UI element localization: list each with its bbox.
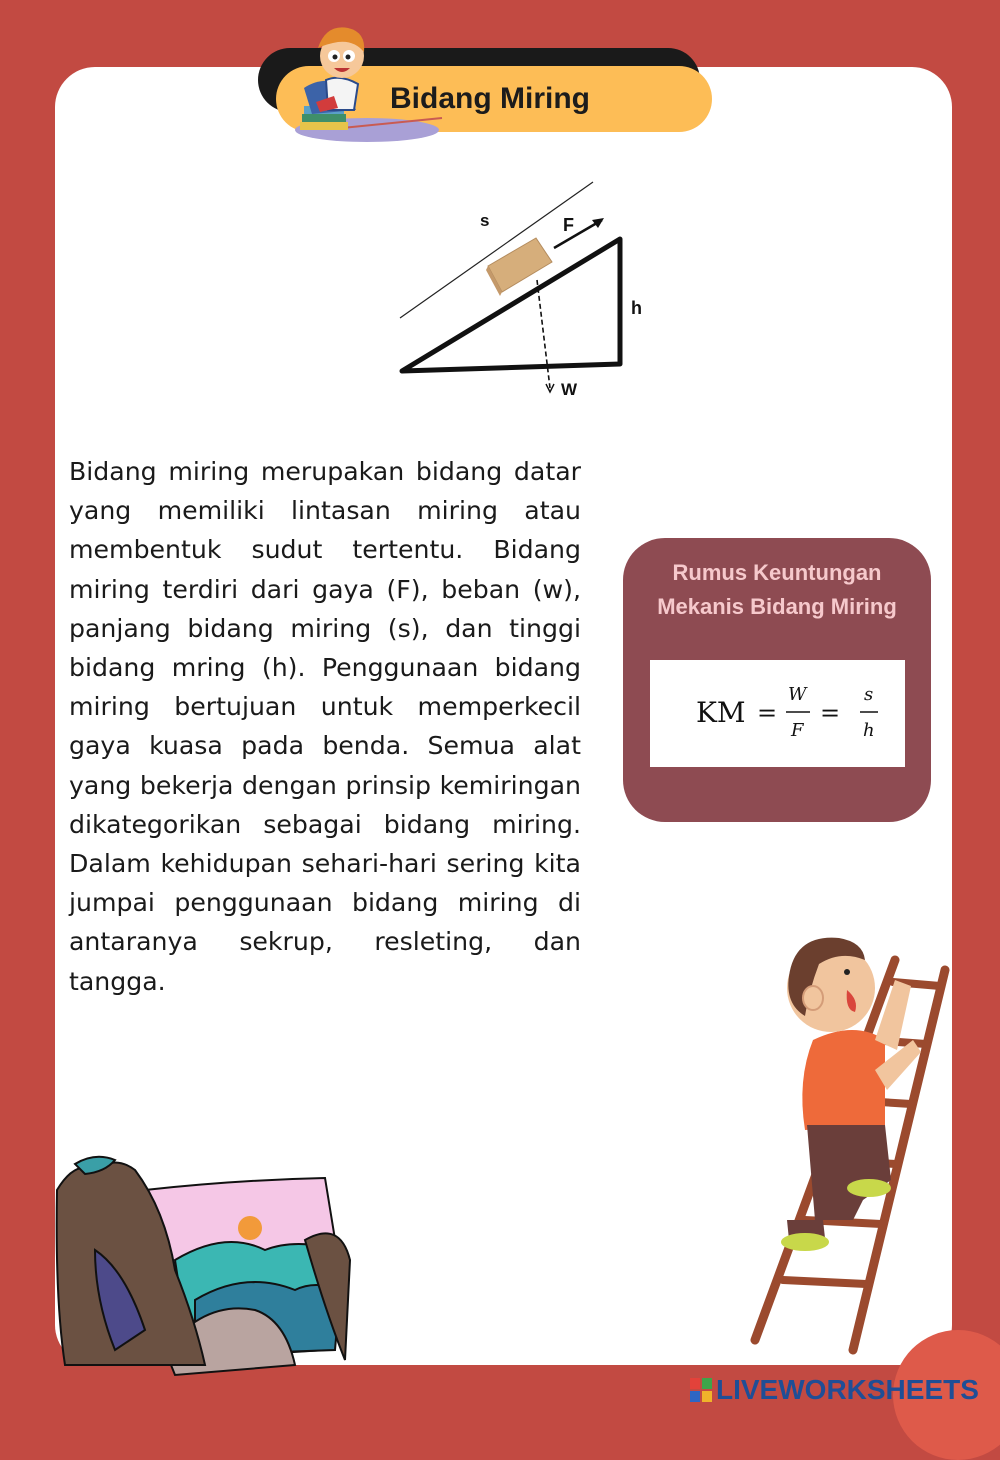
label-h: h [631, 298, 642, 318]
formula-equals-1: = [757, 699, 778, 727]
formula-den-h: h [863, 720, 875, 741]
formula-box [623, 538, 931, 822]
boy-reading-illustration [282, 18, 452, 146]
weight-arrow-w [537, 280, 550, 388]
liveworksheets-logo-icon [690, 1378, 712, 1402]
formula-num-w: W [788, 684, 807, 705]
length-arrow-s [400, 182, 593, 318]
label-s: s [480, 211, 490, 230]
force-arrow-f [554, 220, 602, 248]
mountain-landscape-illustration [55, 1150, 355, 1380]
formula-title-line2: Mekanis Bidang Miring [657, 594, 897, 619]
formula-den-f: F [791, 720, 804, 741]
label-f: F [563, 215, 574, 235]
boy-climbing-ladder-illustration [735, 920, 960, 1375]
formula-km: KM [696, 696, 746, 729]
label-w: W [561, 380, 578, 399]
page-title: Bidang Miring [390, 82, 590, 115]
body-paragraph: Bidang miring merupakan bidang datar yang memiliki lintasan miring atau membentuk sudut tertentu. Bidang miring terdiri dari gaya (F), beban (w), panjang bidang miring (s), dan tinggi bidang mring (h). Penggunaan bidang miring bertujuan untuk memperkecil gaya kuasa pada benda. Semua alat yang bekerja dengan prinsip kemiringan dikategorikan sebagai bidang miring. Dalam kehidupan sehari-hari sering kita jumpai penggunaan bidang miring di antaranya sekrup, resleting, dan tangga. [69, 457, 581, 996]
formula-num-s: s [864, 684, 874, 705]
formula-equals-2: = [820, 699, 841, 727]
brand-watermark [690, 1374, 979, 1406]
formula-title-line1: Rumus Keuntungan [672, 560, 882, 585]
formula-title [618, 556, 936, 624]
brand-text: LIVEWORKSHEETS [716, 1374, 979, 1405]
formula-panel [650, 660, 905, 767]
inclined-plane-diagram [385, 170, 665, 410]
